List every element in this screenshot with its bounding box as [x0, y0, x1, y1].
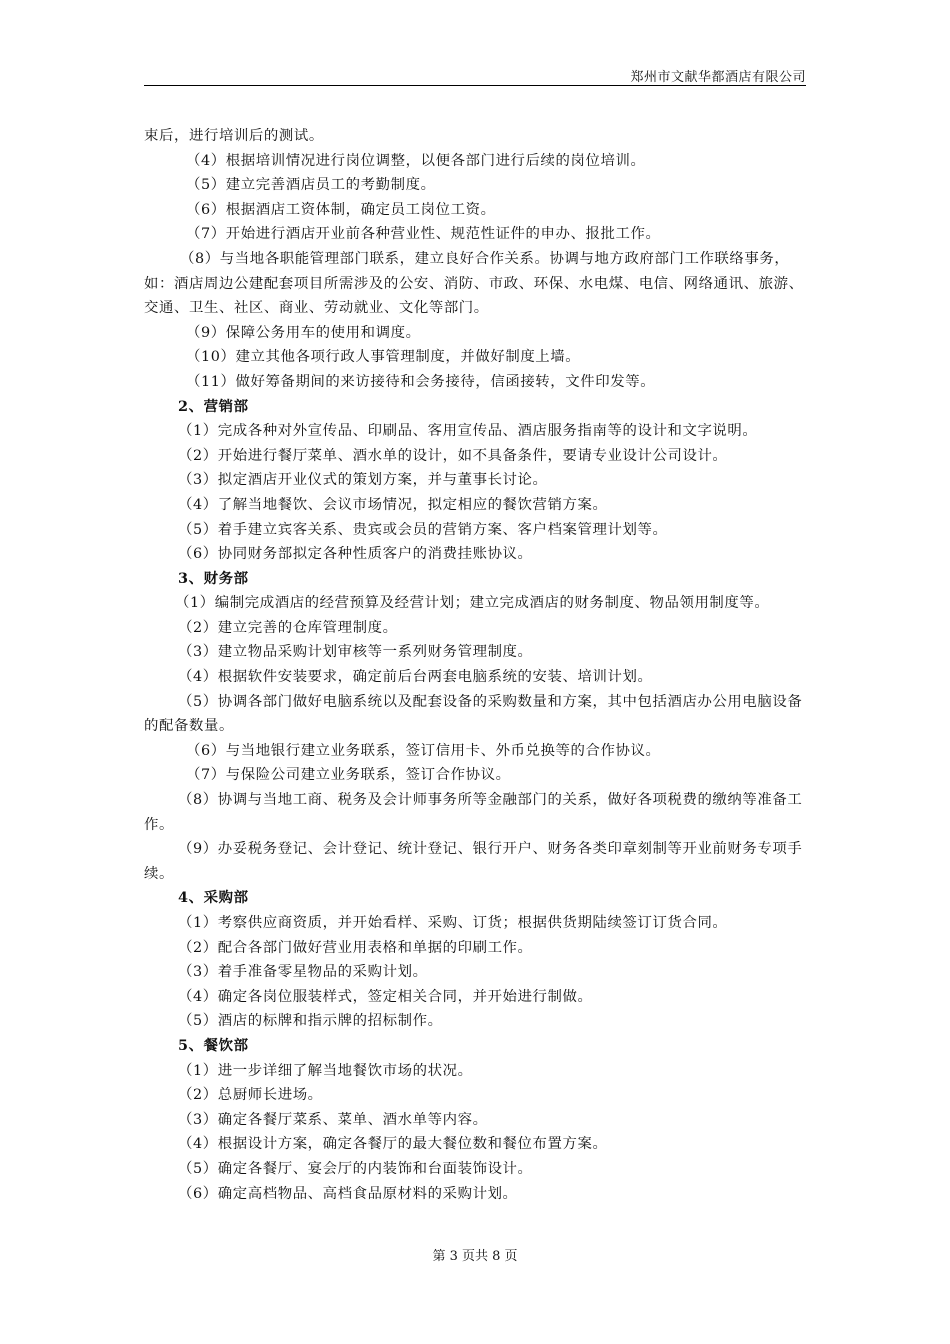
list-item: （3）着手准备零星物品的采购计划。 — [178, 964, 428, 981]
list-item: （4）根据培训情况进行岗位调整，以便各部门进行后续的岗位培训。 — [186, 152, 646, 169]
list-item: （10）建立其他各项行政人事管理制度，并做好制度上墙。 — [186, 349, 581, 366]
list-item: （2）开始进行餐厅菜单、酒水单的设计，如不具备条件，要请专业设计公司设计。 — [178, 447, 728, 464]
section-heading: 5、餐饮部 — [178, 1036, 249, 1054]
list-item: （5）建立完善酒店员工的考勤制度。 — [186, 177, 436, 194]
paragraph: 束后，进行培训后的测试。 — [144, 128, 324, 144]
list-item: （8）协调与当地工商、税务及会计师事务所等金融部门的关系，做好各项税费的缴纳等准备工作。 — [144, 792, 803, 833]
list-item: （6）确定高档物品、高档食品原材料的采购计划。 — [178, 1185, 518, 1202]
section-heading: 4、采购部 — [178, 889, 249, 907]
list-item: （6）根据酒店工资体制，确定员工岗位工资。 — [186, 201, 496, 218]
list-item: （11）做好筹备期间的来访接待和会务接待，信函接转，文件印发等。 — [186, 373, 656, 390]
list-item: （9）保障公务用车的使用和调度。 — [186, 324, 421, 341]
list-item: （3）建立物品采购计划审核等一系列财务管理制度。 — [178, 644, 533, 661]
list-item: （2）总厨师长进场。 — [178, 1087, 323, 1104]
list-item: （4）根据软件安装要求，确定前后台两套电脑系统的安装、培训计划。 — [178, 669, 653, 686]
section-heading: 3、财务部 — [178, 569, 249, 587]
list-item: （4）根据设计方案，确定各餐厅的最大餐位数和餐位布置方案。 — [178, 1136, 608, 1153]
list-item: （4）了解当地餐饮、会议市场情况，拟定相应的餐饮营销方案。 — [178, 496, 608, 513]
section-heading: 2、营销部 — [178, 397, 249, 415]
list-item: （9）办妥税务登记、会计登记、统计登记、银行开户、财务各类印章刻制等开业前财务专项手续。 — [144, 841, 803, 882]
list-item: （1）进一步详细了解当地餐饮市场的状况。 — [178, 1062, 473, 1079]
list-item: （2）配合各部门做好营业用表格和单据的印刷工作。 — [178, 939, 533, 956]
list-item: （1）考察供应商资质，并开始看样、采购、订货；根据供货期陆续签订订货合同。 — [178, 915, 728, 931]
list-item: （5）确定各餐厅、宴会厅的内装饰和台面装饰设计。 — [178, 1160, 533, 1177]
list-item: （3）确定各餐厅菜系、菜单、酒水单等内容。 — [178, 1111, 488, 1128]
list-item: （2）建立完善的仓库管理制度。 — [178, 619, 398, 636]
list-item: （5）酒店的标牌和指示牌的招标制作。 — [178, 1013, 443, 1030]
list-item: （5）协调各部门做好电脑系统以及配套设备的采购数量和方案，其中包括酒店办公用电脑设备的配备数量。 — [144, 693, 803, 735]
page-number: 第 3 页共 8 页 — [432, 1249, 518, 1264]
list-item: （4）确定各岗位服装样式，签定相关合同，并开始进行制做。 — [178, 988, 593, 1005]
list-item: （6）与当地银行建立业务联系，签订信用卡、外币兑换等的合作协议。 — [186, 742, 661, 759]
list-item: （1）完成各种对外宣传品、印刷品、客用宣传品、酒店服务指南等的设计和文字说明。 — [178, 423, 758, 440]
document-header-company: 郑州市文献华都酒店有限公司 — [630, 70, 806, 85]
list-item: （6）协同财务部拟定各种性质客户的消费挂账协议。 — [178, 546, 533, 563]
list-item: （7）与保险公司建立业务联系，签订合作协议。 — [186, 767, 511, 784]
list-item: （7）开始进行酒店开业前各种营业性、规范性证件的申办、报批工作。 — [186, 226, 661, 243]
list-item: （1）编制完成酒店的经营预算及经营计划；建立完成酒店的财务制度、物品领用制度等。 — [175, 595, 770, 612]
list-item: （8）与当地各职能管理部门联系，建立良好合作关系。协调与地方政府部门工作联络事务，如：酒店周边公建配套项目所需涉及的公安、消防、市政、环保、水电煤、电信、网络通讯、旅游、交通、卫生、社区、商业、劳动就业、文化等部门。 — [144, 250, 804, 317]
document-body — [144, 124, 810, 1206]
list-item: （5）着手建立宾客关系、贵宾或会员的营销方案、客户档案管理计划等。 — [178, 521, 668, 538]
list-item: （3）拟定酒店开业仪式的策划方案，并与董事长讨论。 — [178, 472, 548, 489]
header-rule — [144, 85, 806, 86]
